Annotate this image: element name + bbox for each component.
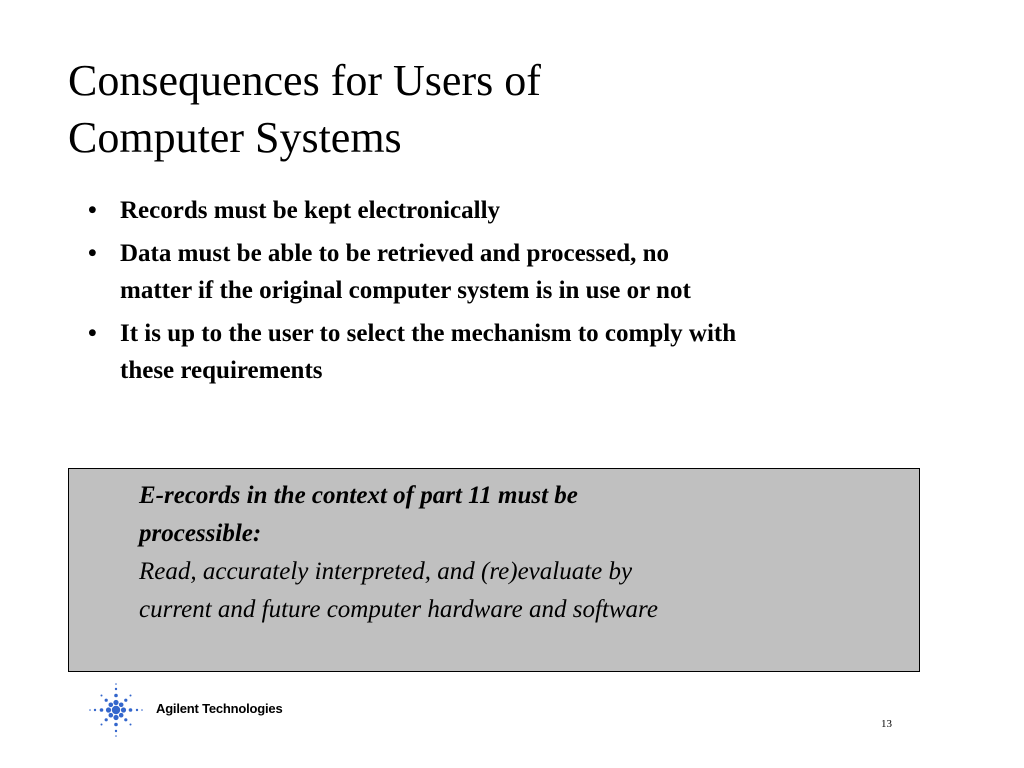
bullet-item-1 [88, 192, 918, 229]
callout-body-line-1: Read, accurately interpreted, and (re)evaluate by [139, 558, 633, 585]
bullet-item-2 [88, 235, 918, 309]
bullet-2-line-2: matter if the original computer system is in use or not [120, 277, 691, 304]
bullet-marker: • [88, 197, 97, 224]
slide-title [68, 52, 768, 166]
bullet-list [88, 192, 918, 395]
callout-heading-line-1: E-records in the context of part 11 must be [139, 482, 578, 509]
callout-heading-line-2: processible: [139, 520, 262, 547]
bullet-1-line-1: Records must be kept electronically [120, 197, 501, 224]
callout-box [68, 468, 920, 672]
slide-title-line-2: Computer Systems [68, 113, 402, 162]
bullet-3-line-1: It is up to the user to select the mechanism to comply with [120, 320, 737, 347]
page-number: 13 [881, 718, 892, 730]
callout-body-line-2: current and future computer hardware and software [139, 596, 658, 623]
agilent-spark-icon [88, 682, 144, 738]
slide-title-line-1: Consequences for Users of [68, 56, 541, 105]
bullet-item-3 [88, 315, 918, 389]
bullet-marker: • [88, 240, 97, 267]
bullet-2-line-1: Data must be able to be retrieved and processed, no [120, 240, 670, 267]
bullet-marker: • [88, 320, 97, 347]
brand-name: Agilent Technologies [156, 701, 283, 716]
callout-text [139, 477, 839, 629]
bullet-3-line-2: these requirements [120, 357, 323, 384]
